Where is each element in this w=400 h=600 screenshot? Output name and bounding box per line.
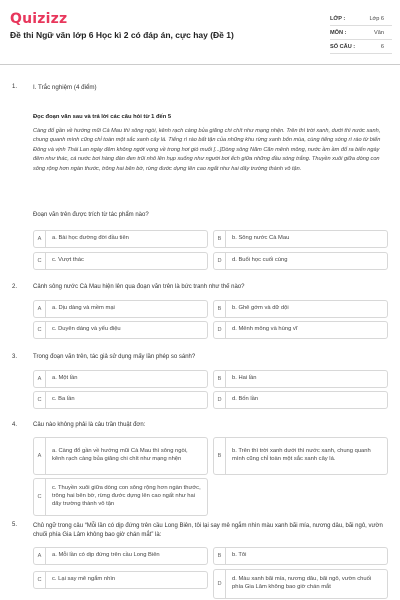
answer-option-c[interactable] [33, 571, 208, 589]
question-text: Trong đoạn văn trên, tác giả sử dụng mấy lần phép so sánh? [33, 354, 196, 360]
question-number: 5. [12, 522, 18, 528]
option-text: d. Buổi học cuối cùng [232, 257, 288, 264]
option-letter: A [34, 438, 46, 474]
answer-option-c[interactable] [33, 478, 208, 516]
answer-option-d[interactable] [213, 391, 388, 409]
answer-option-c[interactable] [33, 252, 208, 270]
meta-row-count [330, 40, 392, 54]
option-letter: C [34, 392, 46, 408]
option-text: d. Bốn lần [232, 396, 259, 403]
meta-value: Văn [374, 29, 384, 36]
page-title: Đề thi Ngữ văn lớp 6 Học kì 2 có đáp án, cực hay (Đề 1) [10, 30, 234, 40]
meta-table [330, 12, 392, 54]
option-letter: A [34, 548, 46, 564]
option-text: b. Tôi [232, 552, 247, 559]
question-number: 1. [12, 84, 18, 90]
option-text: d. Mênh mông và hùng vĩ [232, 326, 298, 333]
option-letter: A [34, 301, 46, 317]
option-text: b. Sông nước Cà Mau [232, 235, 290, 242]
question-number: 4. [12, 422, 18, 428]
option-text: b. Trên thì trời xanh dưới thì nước xanh, chung quanh mình cũng chỉ toàn một sắc xanh cây lá. [232, 448, 371, 462]
question-number: 3. [12, 354, 18, 360]
meta-value: Lớp 6 [369, 15, 384, 22]
option-text: c. Lại say mê ngắm nhìn [52, 576, 116, 583]
option-text: b. Hai lần [232, 375, 257, 382]
answer-option-b[interactable] [213, 370, 388, 388]
option-letter: D [214, 392, 226, 408]
header-divider [0, 64, 400, 65]
answer-option-d[interactable] [213, 252, 388, 270]
meta-key: SỐ CÂU : [330, 43, 356, 50]
option-letter: B [214, 438, 226, 474]
option-text: c. Duyên dáng và yểu điệu [52, 326, 121, 333]
option-letter: A [34, 231, 46, 247]
meta-key: LỚP : [330, 15, 346, 22]
quizizz-logo: Quizizz [10, 11, 68, 27]
reading-passage: Càng đổ gần về hướng mũi Cà Mau thì sông ngòi, kênh rạch càng bủa giăng chi chít như mạng nhện. Trên thì trời xanh, dưới thì nước xanh, chung quanh mình cũng chỉ toàn một sắc xanh cây lá. Tiếng rì rào bất tận của những khu rừng xanh bốn mùa, cùng tiếng sóng rì rào từ biển Đông và vịnh Thái Lan ngày đêm không ngớt vọng về trong hơi gió muối [...]Dòng sông Năm Căn mênh mông, nước ầm ầm đổ ra biển ngày đêm như thác, cá nước bơi hàng đàn đen trũi nhô lên hụp xuống như người bơi ếch giữa những đầu sóng trắng. Thuyền xuôi giữa dòng con sông rộng hơn ngàn thước, trông hai bên bờ, rừng đước dựng lên cao ngất như hai dãy trường thành vô tận. [33, 128, 381, 172]
option-text: b. Ghê gớm và dữ dội [232, 305, 289, 312]
option-letter: B [214, 548, 226, 564]
answer-option-d[interactable] [213, 569, 388, 599]
answer-option-a[interactable] [33, 437, 208, 475]
option-text: a. Dịu dàng và mềm mại [52, 305, 115, 312]
option-letter: C [34, 479, 46, 515]
answer-option-b[interactable] [213, 230, 388, 248]
option-letter: D [214, 570, 226, 598]
answer-option-a[interactable] [33, 547, 208, 565]
option-text: c. Ba lần [52, 396, 75, 403]
answer-option-b[interactable] [213, 300, 388, 318]
option-letter: B [214, 371, 226, 387]
meta-value: 6 [380, 43, 384, 50]
option-letter: D [214, 322, 226, 338]
option-text: a. Mỗi lần có dịp đứng trên cầu Long Biên [52, 552, 160, 559]
question-text: Cảnh sông nước Cà Mau hiện lên qua đoạn văn trên là bức tranh như thế nào? [33, 284, 245, 290]
question-text: Đoạn văn trên được trích từ tác phẩm nào? [33, 212, 149, 218]
option-text: c. Thuyền xuôi giữa dòng con sông rộng hơn ngàn thước, trông hai bên bờ, rừng đước dựng lên cao ngất như hai dãy trường thành vô tận [52, 485, 201, 507]
question-text: Chủ ngữ trong câu “Mỗi lần có dịp đứng trên cầu Long Biên, tôi lại say mê ngắm nhìn màu xanh bãi mía, nương dâu, bãi ngô, vườn chuối phía Gia Lâm không bao giờ chán mắt” là: [33, 523, 383, 538]
option-letter: C [34, 572, 46, 588]
meta-row-class [330, 12, 392, 26]
question-number: 2. [12, 284, 18, 290]
option-text: a. Một lần [52, 375, 78, 382]
option-letter: B [214, 301, 226, 317]
option-text: a. Càng đổ gần về hướng mũi Cà Mau thì sông ngòi, kênh rạch càng bủa giăng chi chít như mạng nhện [52, 448, 188, 462]
option-text: a. Bài học đường đời đầu tiên [52, 235, 129, 242]
answer-option-a[interactable] [33, 300, 208, 318]
option-letter: C [34, 253, 46, 269]
answer-option-c[interactable] [33, 391, 208, 409]
option-letter: B [214, 231, 226, 247]
passage-heading: Đọc đoạn văn sau và trả lời các câu hỏi từ 1 đến 5 [33, 114, 172, 120]
meta-key: MÔN : [330, 29, 347, 36]
option-letter: C [34, 322, 46, 338]
answer-option-a[interactable] [33, 370, 208, 388]
option-text: c. Vượt thác [52, 257, 84, 264]
option-letter: A [34, 371, 46, 387]
answer-option-b[interactable] [213, 547, 388, 565]
meta-row-subject [330, 26, 392, 40]
option-text: d. Màu xanh bãi mía, nương dâu, bãi ngô, vườn chuối phía Gia Lâm không bao giờ chán mắt [232, 576, 372, 590]
answer-option-b[interactable] [213, 437, 388, 475]
answer-option-a[interactable] [33, 230, 208, 248]
question-text: Câu nào không phải là câu trần thuật đơn: [33, 422, 146, 428]
answer-option-c[interactable] [33, 321, 208, 339]
answer-option-d[interactable] [213, 321, 388, 339]
document-header [0, 0, 400, 64]
section-title: I. Trắc nghiệm (4 điểm) [33, 84, 97, 91]
option-letter: D [214, 253, 226, 269]
